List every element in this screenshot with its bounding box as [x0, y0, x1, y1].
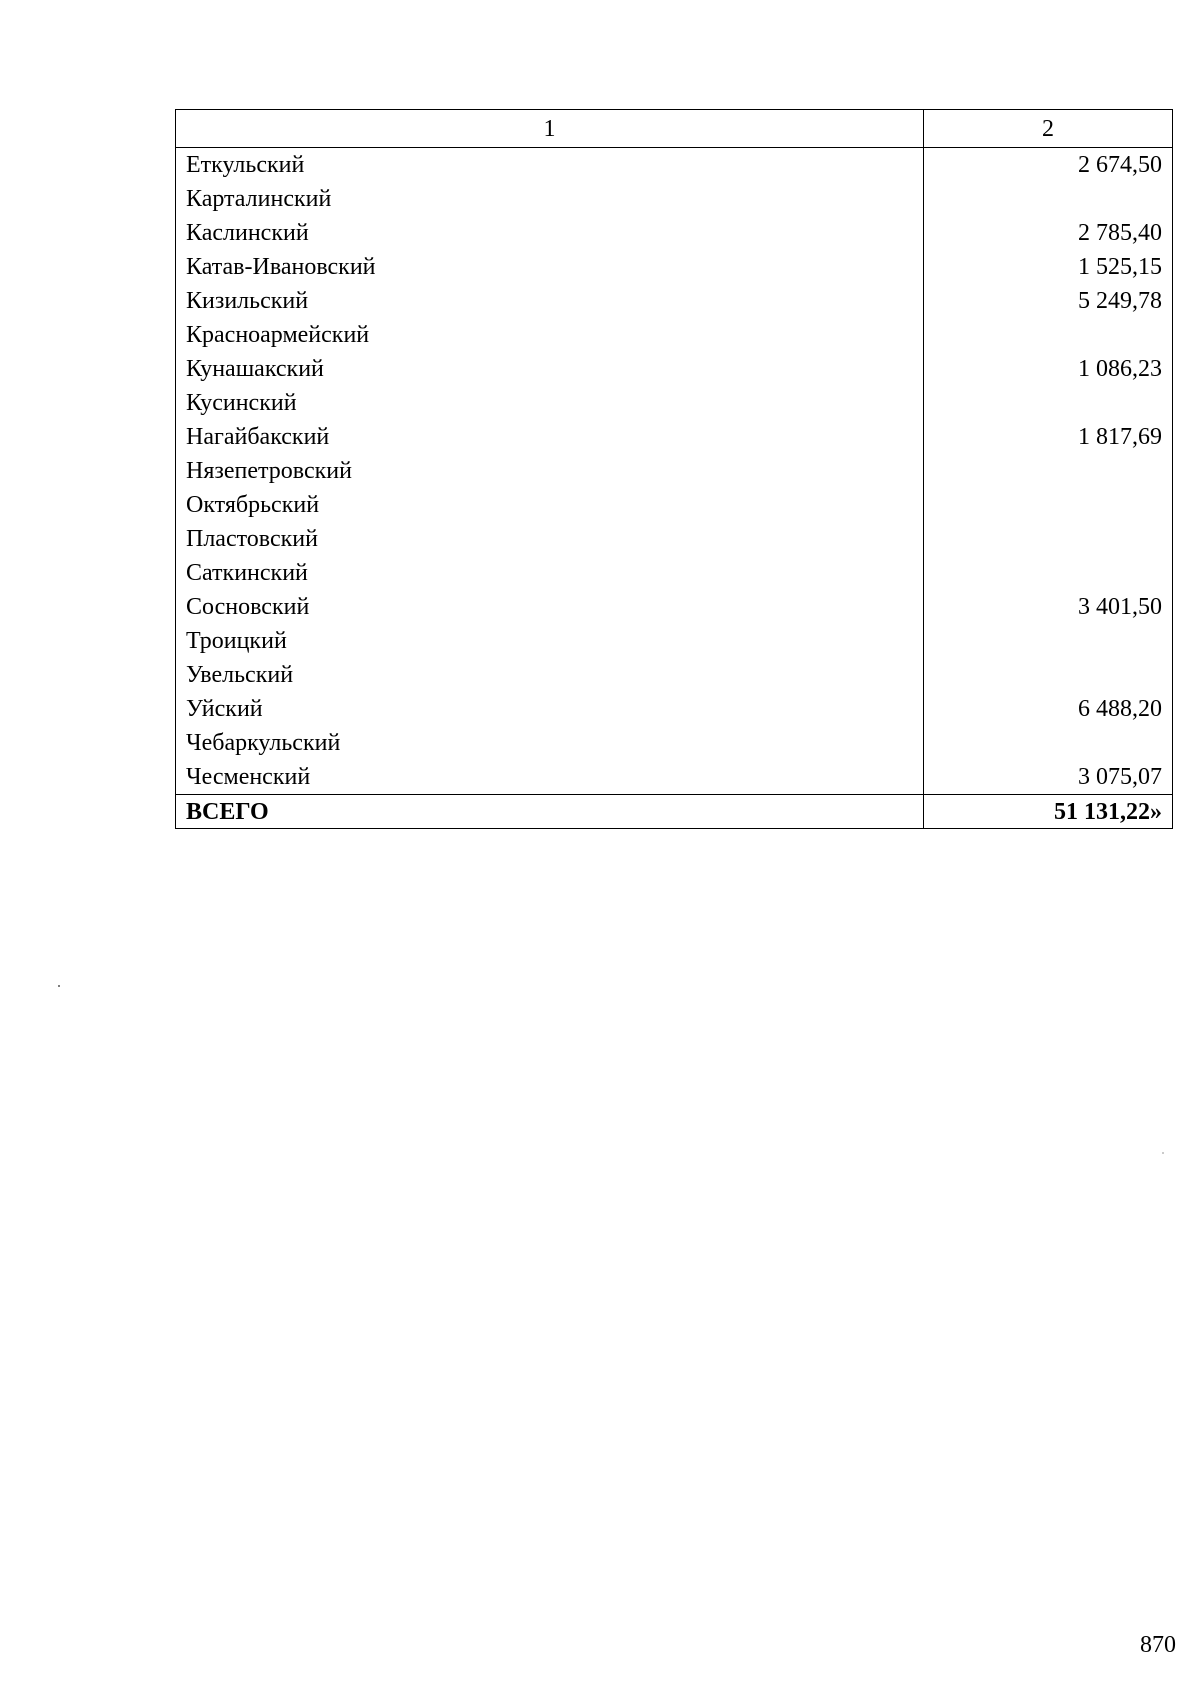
table-row — [176, 726, 1173, 760]
district-name: Нязепетровский — [176, 454, 924, 488]
column-header-1: 1 — [176, 110, 924, 148]
district-value — [924, 454, 1173, 488]
district-value: 5 249,78 — [924, 284, 1173, 318]
district-name: Нагайбакский — [176, 420, 924, 454]
district-name: Увельский — [176, 658, 924, 692]
district-value — [924, 624, 1173, 658]
table-row — [176, 692, 1173, 726]
district-name: Чебаркульский — [176, 726, 924, 760]
table-row — [176, 250, 1173, 284]
district-name: Сосновский — [176, 590, 924, 624]
district-value: 1 817,69 — [924, 420, 1173, 454]
total-value: 51 131,22» — [924, 795, 1173, 829]
district-name: Красноармейский — [176, 318, 924, 352]
district-name: Уйский — [176, 692, 924, 726]
district-name: Саткинский — [176, 556, 924, 590]
district-name: Кизильский — [176, 284, 924, 318]
table-row — [176, 386, 1173, 420]
district-value — [924, 318, 1173, 352]
table-row — [176, 760, 1173, 795]
table-row — [176, 658, 1173, 692]
district-name: Катав-Ивановский — [176, 250, 924, 284]
table-row — [176, 454, 1173, 488]
total-row — [176, 795, 1173, 829]
page-number: 870 — [1140, 1632, 1176, 1658]
column-header-2: 2 — [924, 110, 1173, 148]
scan-speck — [1162, 1152, 1164, 1154]
table-row — [176, 318, 1173, 352]
table-row — [176, 216, 1173, 250]
district-value — [924, 386, 1173, 420]
table-row — [176, 352, 1173, 386]
table-row — [176, 284, 1173, 318]
table-row — [176, 556, 1173, 590]
total-label: ВСЕГО — [176, 795, 924, 829]
table-row — [176, 590, 1173, 624]
district-value — [924, 658, 1173, 692]
district-value: 2 785,40 — [924, 216, 1173, 250]
table-row — [176, 182, 1173, 216]
district-value — [924, 182, 1173, 216]
district-name: Еткульский — [176, 148, 924, 183]
table-row — [176, 624, 1173, 658]
district-value: 1 525,15 — [924, 250, 1173, 284]
district-name: Октябрьский — [176, 488, 924, 522]
table-row — [176, 148, 1173, 183]
district-value: 3 401,50 — [924, 590, 1173, 624]
district-value: 3 075,07 — [924, 760, 1173, 795]
district-name: Пластовский — [176, 522, 924, 556]
scan-speck — [58, 985, 60, 987]
district-value — [924, 726, 1173, 760]
district-name: Троицкий — [176, 624, 924, 658]
table-header-row — [176, 110, 1173, 148]
district-value — [924, 522, 1173, 556]
district-value: 6 488,20 — [924, 692, 1173, 726]
table-row — [176, 522, 1173, 556]
district-value: 2 674,50 — [924, 148, 1173, 183]
district-name: Чесменский — [176, 760, 924, 795]
district-name: Карталинский — [176, 182, 924, 216]
district-value — [924, 556, 1173, 590]
table-row — [176, 488, 1173, 522]
district-name: Кусинский — [176, 386, 924, 420]
district-value — [924, 488, 1173, 522]
table-row — [176, 420, 1173, 454]
district-name: Каслинский — [176, 216, 924, 250]
district-name: Кунашакский — [176, 352, 924, 386]
district-value: 1 086,23 — [924, 352, 1173, 386]
districts-table — [175, 109, 1173, 829]
